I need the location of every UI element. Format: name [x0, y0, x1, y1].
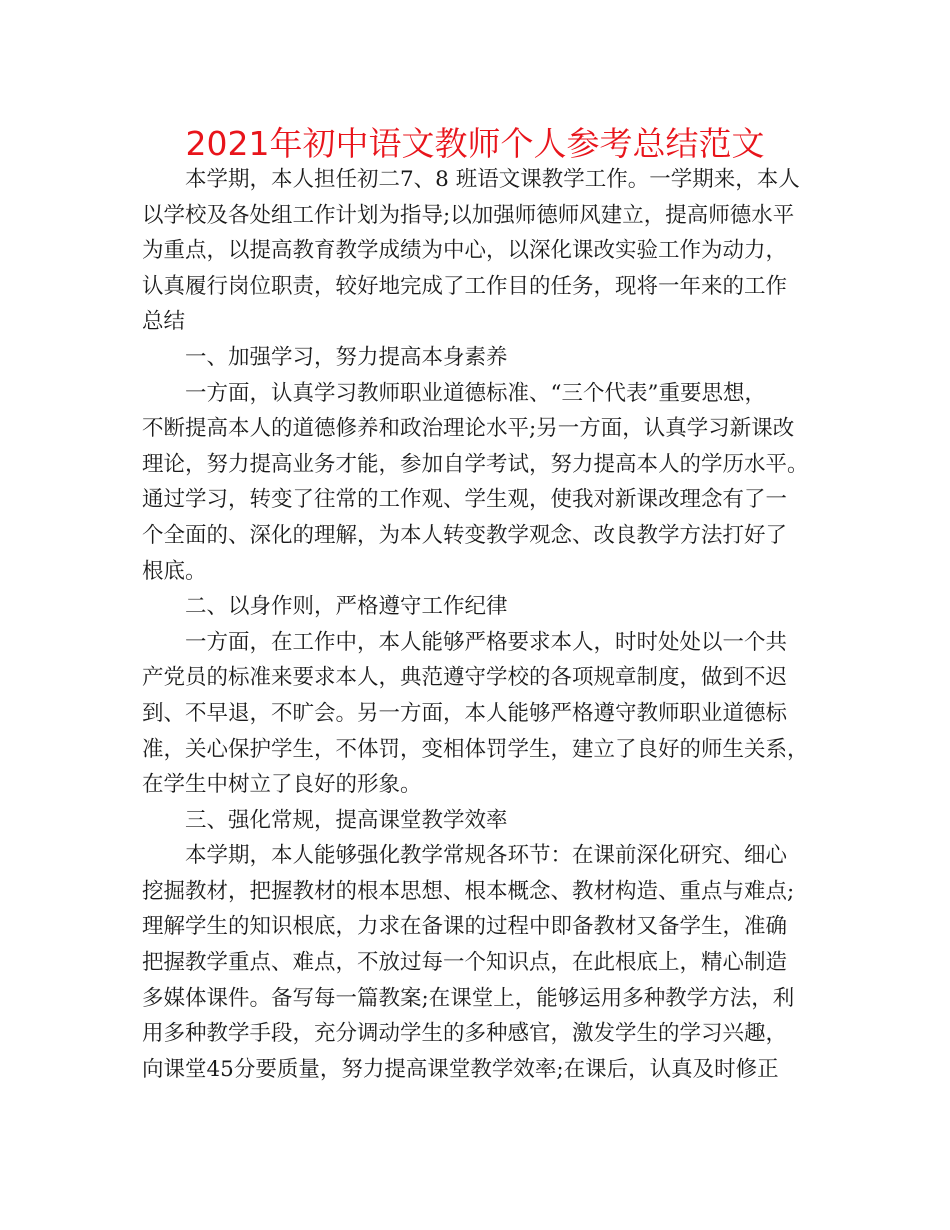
text-line: 根底。: [142, 558, 207, 584]
text-line: 一方面，在工作中，本人能够严格要求本人，时时处处以一个共: [185, 629, 788, 655]
text-line: 向课堂45分要质量，努力提高课堂教学效率;在课后，认真及时修正: [142, 1056, 779, 1082]
text-line: 多媒体课件。备写每一篇教案;在课堂上，能够运用多种教学方法，利: [142, 985, 795, 1011]
text-line: 为重点，以提高教育教学成绩为中心，以深化课改实验工作为动力，: [142, 238, 788, 264]
text-line: 个全面的、深化的理解，为本人转变教学观念、改良教学方法打好了: [142, 522, 788, 548]
text-line: 用多种教学手段，充分调动学生的多种感官，激发学生的学习兴趣，: [142, 1021, 788, 1047]
text-line: 理解学生的知识根底，力求在备课的过程中即备教材又备学生，准确: [142, 914, 788, 940]
text-line: 通过学习，转变了往常的工作观、学生观，使我对新课改理念有了一: [142, 487, 788, 513]
text-line: 准，关心保护学生，不体罚，变相体罚学生，建立了良好的师生关系，: [142, 736, 809, 762]
text-line: 二、以身作则，严格遵守工作纪律: [185, 594, 508, 620]
text-line: 把握教学重点、难点，不放过每一个知识点，在此根底上，精心制造: [142, 950, 788, 976]
text-line: 三、强化常规，提高课堂教学效率: [185, 807, 508, 833]
text-line: 以学校及各处组工作计划为指导;以加强师德师风建立，提高师德水平: [142, 202, 795, 228]
document-body: [142, 162, 822, 1087]
text-line: 本学期，本人担任初二7、8 班语文课教学工作。一学期来，本人: [185, 167, 800, 192]
text-line: 到、不早退，不旷会。另一方面，本人能够严格遵守教师职业道德标: [142, 700, 788, 726]
text-line: 理论，努力提高业务才能，参加自学考试，努力提高本人的学历水平。: [142, 451, 809, 477]
text-line: 一方面，认真学习教师职业道德标准、“三个代表”重要思想，: [185, 380, 766, 406]
text-line: 本学期，本人能够强化教学常规各环节：在课前深化研究、细心: [185, 843, 788, 869]
text-line: 挖掘教材，把握教材的根本思想、根本概念、教材构造、重点与难点;: [142, 878, 795, 904]
document-title: 2021年初中语文教师个人参考总结范文: [185, 124, 765, 163]
text-line: 不断提高本人的道德修养和政治理论水平;另一方面，认真学习新课改: [142, 416, 795, 442]
text-line: 总结: [142, 309, 186, 335]
text-line: 一、加强学习，努力提高本身素养: [185, 344, 508, 370]
text-line: 产党员的标准来要求本人，典范遵守学校的各项规章制度，做到不迟: [142, 665, 788, 691]
text-line: 在学生中树立了良好的形象。: [142, 772, 422, 798]
text-line: 认真履行岗位职责，较好地完成了工作目的任务，现将一年来的工作: [142, 273, 788, 299]
